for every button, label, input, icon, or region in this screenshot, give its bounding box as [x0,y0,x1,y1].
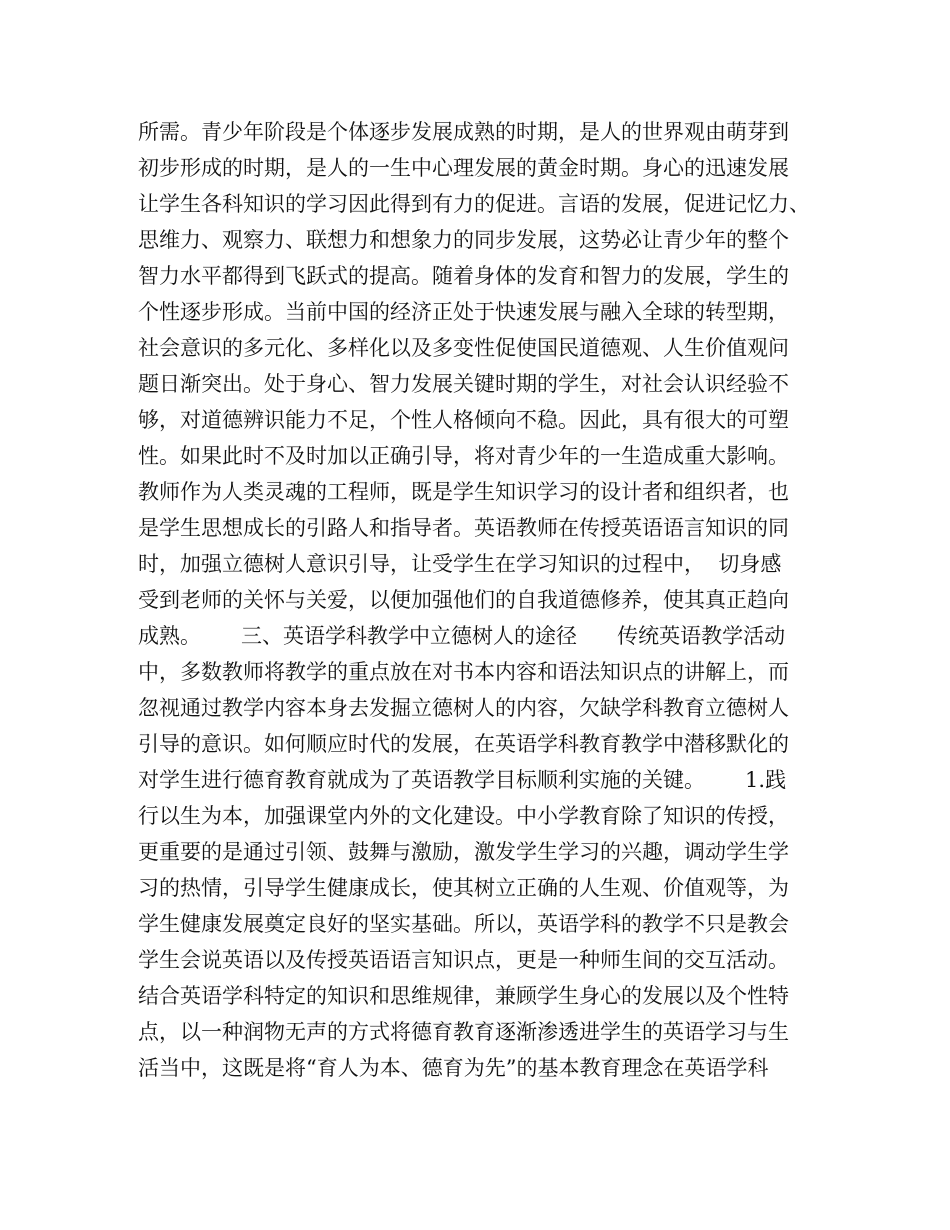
text-line: 题日渐突出。处于身心、智力发展关键时期的学生，对社会认识经验不 [138,372,789,396]
text-line: 让学生各科知识的学习因此得到有力的促进。言语的发展，促进记忆力、 [138,192,810,216]
text-line: 习的热情，引导学生健康成长，使其树立正确的人生观、价值观等，为 [138,876,789,900]
text-line: 引导的意识。如何顺应时代的发展，在英语学科教育教学中潜移默化的 [138,732,789,756]
text-line: 初步形成的时期，是人的一生中心理发展的黄金时期。身心的迅速发展 [138,156,789,180]
text-line: 社会意识的多元化、多样化以及多变性促使国民道德观、人生价值观问 [138,336,789,360]
text-line: 学生会说英语以及传授英语语言知识点，更是一种师生间的交互活动。 [138,948,789,972]
body-text [138,114,838,1086]
text-line: 所需。青少年阶段是个体逐步发展成熟的时期，是人的世界观由萌芽到 [138,120,789,144]
text-line: 结合英语学科特定的知识和思维规律，兼顾学生身心的发展以及个性特 [138,984,789,1008]
text-line: 智力水平都得到飞跃式的提高。随着身体的发育和智力的发展，学生的 [138,264,789,288]
text-line: 点，以一种润物无声的方式将德育教育逐渐渗透进学生的英语学习与生 [138,1020,789,1044]
text-line: 个性逐步形成。当前中国的经济正处于快速发展与融入全球的转型期， [138,300,789,324]
section-heading-line: 成熟。 三、英语学科教学中立德树人的途径 传统英语教学活动 [138,624,786,648]
text-line: 教师作为人类灵魂的工程师，既是学生知识学习的设计者和组织者，也 [138,480,789,504]
text-line: 中，多数教师将教学的重点放在对书本内容和语法知识点的讲解上，而 [138,660,789,684]
text-line: 够，对道德辨识能力不足，个性人格倾向不稳。因此，具有很大的可塑 [138,408,789,432]
text-line: 受到老师的关怀与关爱，以便加强他们的自我道德修养，使其真正趋向 [138,588,789,612]
text-line: 更重要的是通过引领、鼓舞与激励，激发学生学习的兴趣，调动学生学 [138,840,789,864]
subsection-line: 对学生进行德育教育就成为了英语教学目标顺利实施的关键。 1.践 [138,768,787,792]
text-line: 思维力、观察力、联想力和想象力的同步发展，这势必让青少年的整个 [138,228,789,252]
text-line: 学生健康发展奠定良好的坚实基础。所以，英语学科的教学不只是教会 [138,912,789,936]
text-line: 行以生为本，加强课堂内外的文化建设。中小学教育除了知识的传授， [138,804,789,828]
text-line: 时，加强立德树人意识引导，让受学生在学习知识的过程中， 切身感 [138,552,782,576]
text-line: 性。如果此时不及时加以正确引导，将对青少年的一生造成重大影响。 [138,444,789,468]
text-line: 活当中，这既是将“育人为本、德育为先”的基本教育理念在英语学科 [138,1056,769,1080]
text-line: 是学生思想成长的引路人和指导者。英语教师在传授英语语言知识的同 [138,516,789,540]
text-line: 忽视通过教学内容本身去发掘立德树人的内容，欠缺学科教育立德树人 [138,696,789,720]
